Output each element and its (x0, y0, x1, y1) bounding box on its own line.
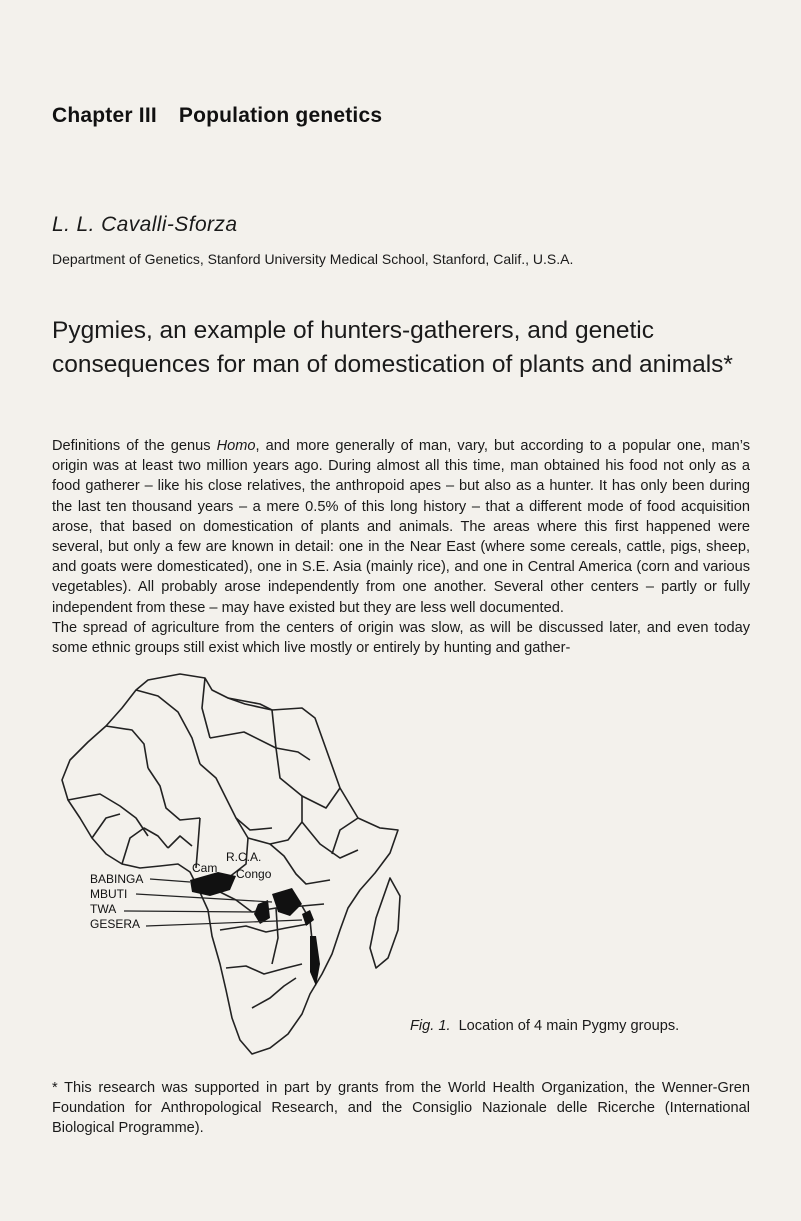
author-name: L. L. Cavalli-Sforza (52, 213, 238, 236)
madagascar-outline (370, 878, 400, 968)
africa-outline (62, 674, 398, 1054)
genus-homo-italic: Homo (216, 438, 256, 454)
africa-map (40, 668, 410, 1068)
label-gesera: GESERA (90, 917, 141, 931)
gesera-area (302, 910, 314, 926)
label-congo: Congo (236, 867, 272, 881)
label-rca: R.C.A. (226, 850, 262, 864)
babinga-area (190, 872, 236, 896)
chapter-heading (52, 104, 382, 128)
paragraph-2: The spread of agriculture from the centers of origin was slow, as will be discussed later, and even today some ethnic groups still exist which live mostly or entirely by hunting and gather- (52, 619, 750, 657)
label-twa: TWA (90, 902, 117, 916)
chapter-number: Chapter III (52, 104, 157, 127)
paragraph-1-start: Definitions of the genus (52, 438, 217, 454)
label-cameroon: Cam (192, 861, 218, 875)
author-affiliation: Department of Genetics, Stanford University Medical School, Stanford, Calif., U.S.A. (52, 251, 574, 267)
figure-caption-text: Location of 4 main Pygmy groups. (458, 1018, 680, 1034)
footnote: * This research was supported in part by grants from the World Health Organization, the Wenner-Gren Foundation for Anthropological Research, and the Consiglio Nazionale delle Ricerche (International Biological Programme). (52, 1080, 750, 1137)
label-mbuti: MBUTI (90, 887, 128, 901)
figure-caption (410, 1018, 679, 1034)
paragraph-1 (52, 436, 750, 618)
paragraph-1-rest: , and more generally of man, vary, but according to a popular one, man’s origin was at least two million years ago. During almost all this time, man obtained his food not only as a food gatherer – like his close relatives, the anthropoid apes – but also as a hunter. It has only been during the last ten thousand years – a mere 0.5% of this long history – that a different mode of food acquisition arose, that based on domestication of plants and animals. The areas where this first happened were several, but only a few are known in detail: one in the Near East (where some cereals, cattle, pigs, sheep, and goats were domesticated), one in S.E. Asia (mainly rice), and one in Central America (corn and various vegetables). All probably arose independently from one another. Several other centers – partly or fully independent from these – may have existed but they are less well documented. (52, 438, 750, 616)
chapter-title: Population genetics (178, 104, 383, 127)
body-text (52, 436, 750, 658)
paper-title: Pygmies, an example of hunters-gatherers, and genetic consequences for man of domestication of plants and animals* (52, 317, 733, 378)
label-babinga: BABINGA (90, 872, 144, 886)
twa-area (254, 900, 270, 924)
figure-label: Fig. 1. (410, 1018, 451, 1034)
